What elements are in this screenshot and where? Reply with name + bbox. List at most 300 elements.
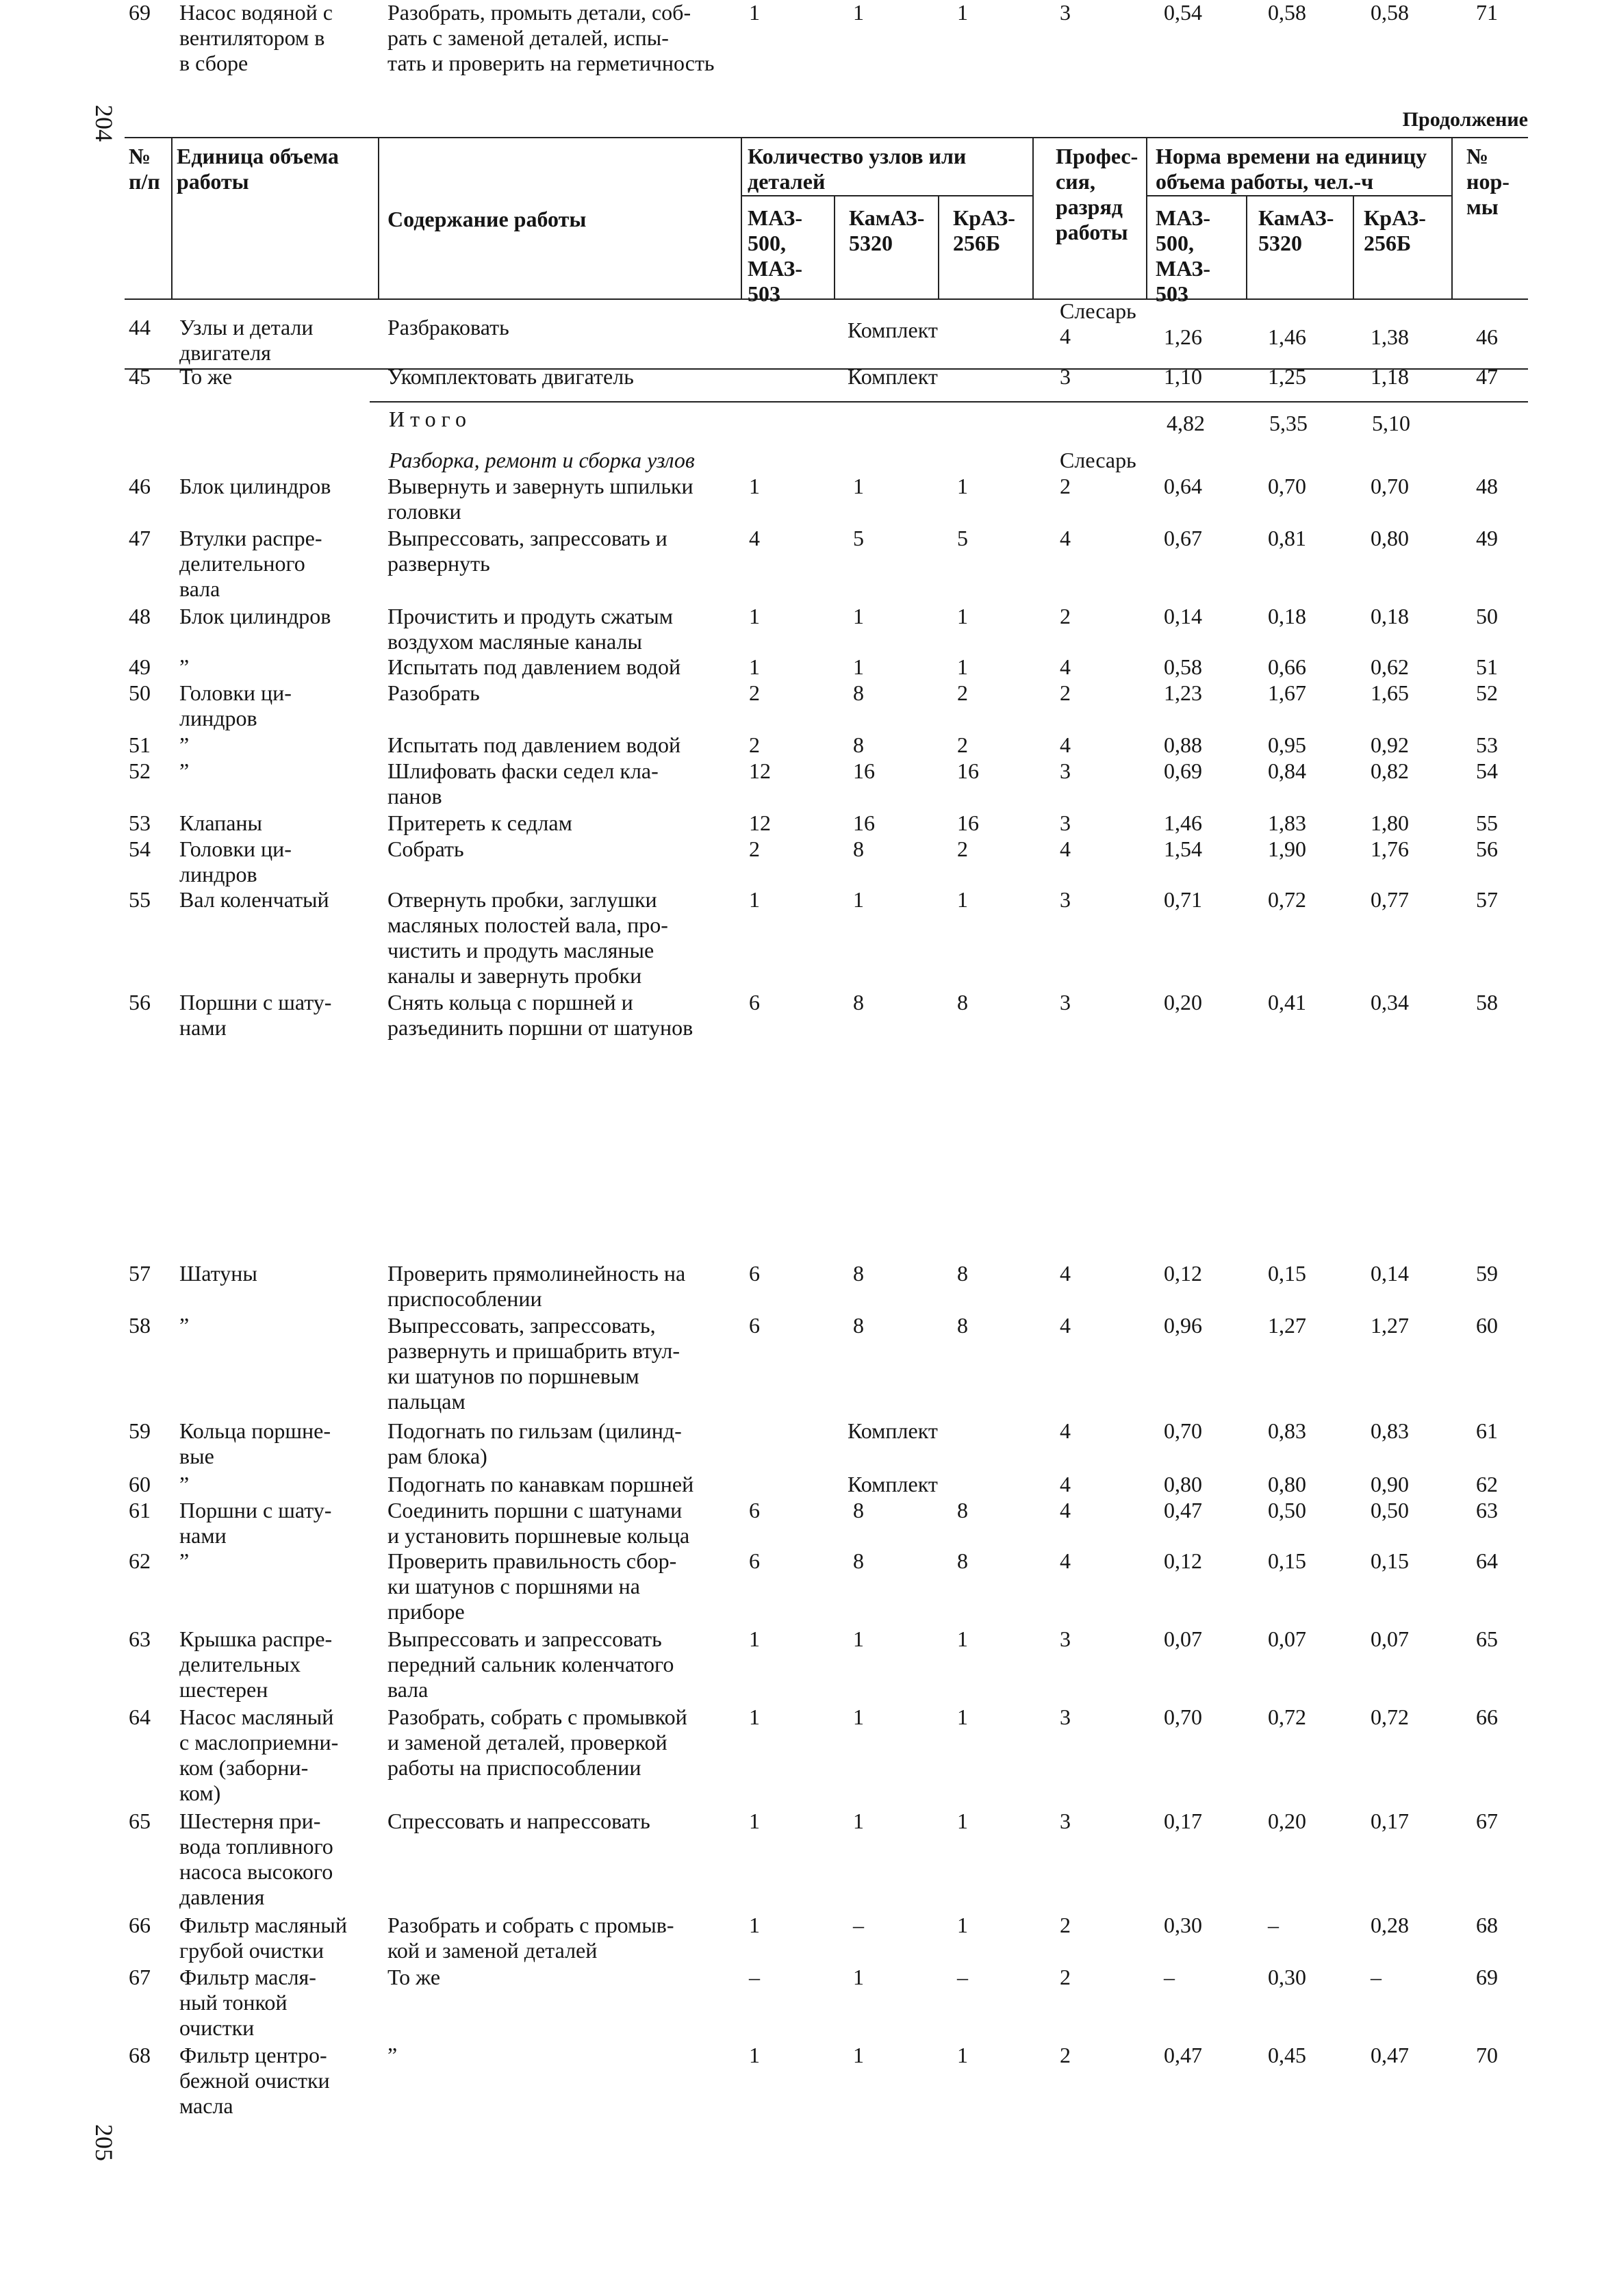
norm-kraz: 1,65 — [1371, 680, 1409, 705]
header-qty-kamaz: КамАЗ- 5320 — [849, 205, 925, 255]
norm-number: 71 — [1476, 0, 1498, 25]
row-work: Соединить поршни с шатунами и установить поршневые кольца — [387, 1498, 690, 1548]
row-number: 48 — [129, 604, 151, 628]
qty-kraz: 16 — [957, 811, 979, 835]
header-norm: Норма времени на единицу объема работы, чел.-ч — [1156, 144, 1427, 194]
norm-kraz: 0,83 — [1371, 1418, 1409, 1443]
qty-kamaz: 1 — [853, 654, 864, 679]
norm-kamaz: 0,70 — [1268, 474, 1306, 498]
norm-kamaz: – — [1268, 1913, 1279, 1937]
norm-kraz: 0,18 — [1371, 604, 1409, 628]
norm-number: 68 — [1476, 1913, 1498, 1937]
row-work: Притереть к седлам — [387, 811, 572, 835]
row-work: Разбраковать — [387, 315, 509, 340]
row-work: Разобрать — [387, 680, 480, 705]
qty-maz: 1 — [749, 2043, 760, 2067]
row-unit: Втулки распре- делительного вала — [179, 526, 322, 601]
norm-kraz: 0,34 — [1371, 990, 1409, 1015]
qty-kraz: 16 — [957, 758, 979, 783]
row-number: 55 — [129, 887, 151, 912]
qty-kamaz: 8 — [853, 1261, 864, 1286]
row-profession: 2 — [1060, 474, 1071, 498]
row-unit: Насос масляный с маслоприемни- ком (заборни- ком) — [179, 1705, 339, 1805]
norm-kamaz: 0,80 — [1268, 1472, 1306, 1496]
norm-kraz: 0,70 — [1371, 474, 1409, 498]
header-content: Содержание работы — [387, 207, 587, 231]
qty-sub-rule — [741, 195, 1032, 196]
norm-kraz: 0,14 — [1371, 1261, 1409, 1286]
qty-kraz: 1 — [957, 654, 968, 679]
row-profession: 3 — [1060, 758, 1071, 783]
qty-kraz: 8 — [957, 1498, 968, 1522]
qty-kamaz: 1 — [853, 887, 864, 912]
qty-maz: 2 — [749, 837, 760, 861]
norm-maz: 0,12 — [1164, 1261, 1202, 1286]
row-work: Собрать — [387, 837, 464, 861]
row-profession: 3 — [1060, 990, 1071, 1015]
row-work: Разобрать, собрать с промывкой и заменой деталей, проверкой работы на приспособлении — [387, 1705, 687, 1780]
norm-number: 66 — [1476, 1705, 1498, 1729]
row-profession: 4 — [1060, 1313, 1071, 1338]
row-unit: Насос водяной с вентилятором в в сборе — [179, 0, 333, 75]
row-work: ” — [387, 2043, 398, 2067]
page-number-top: 204 — [90, 105, 118, 142]
row-unit: Фильтр центро- бежной очистки масла — [179, 2043, 330, 2118]
norm-number: 47 — [1476, 364, 1498, 389]
norm-kraz: 0,50 — [1371, 1498, 1409, 1522]
qty-maz: – — [749, 1965, 760, 1989]
total-label: Итого — [389, 407, 472, 431]
row-number: 53 — [129, 811, 151, 835]
norm-kamaz: 1,25 — [1268, 364, 1306, 389]
norm-number: 63 — [1476, 1498, 1498, 1522]
norm-kamaz: 0,72 — [1268, 1705, 1306, 1729]
norm-number: 57 — [1476, 887, 1498, 912]
row-number: 66 — [129, 1913, 151, 1937]
norm-kraz: 1,76 — [1371, 837, 1409, 861]
hv-5 — [938, 195, 939, 300]
norm-kamaz: 0,30 — [1268, 1965, 1306, 1989]
qty-maz: 1 — [749, 1627, 760, 1651]
hv-2 — [378, 137, 379, 300]
hv-7 — [1146, 137, 1147, 300]
row-profession: 3 — [1060, 1627, 1071, 1651]
row-unit: ” — [179, 1472, 190, 1496]
row-unit: Крышка распре- делительных шестерен — [179, 1627, 333, 1702]
norm-number: 48 — [1476, 474, 1498, 498]
qty-kraz: – — [957, 1965, 968, 1989]
norm-kraz: 0,62 — [1371, 654, 1409, 679]
norm-maz: 0,47 — [1164, 2043, 1202, 2067]
total-kraz: 5,10 — [1372, 411, 1410, 435]
qty-kraz: 1 — [957, 1913, 968, 1937]
norm-number: 55 — [1476, 811, 1498, 835]
norm-maz: 0,12 — [1164, 1548, 1202, 1573]
row-profession: 3 — [1060, 887, 1071, 912]
qty-kamaz: 8 — [853, 837, 864, 861]
row-profession: 4 — [1060, 837, 1071, 861]
row-profession: 4 — [1060, 654, 1071, 679]
hv-10 — [1451, 137, 1453, 300]
qty-kraz: 5 — [957, 526, 968, 550]
row-profession: 3 — [1060, 811, 1071, 835]
row-work: Вывернуть и завернуть шпильки головки — [387, 474, 693, 524]
row-number: 44 — [129, 315, 151, 340]
qty-kamaz: 8 — [853, 732, 864, 757]
qty-kamaz: 16 — [853, 758, 875, 783]
qty-kamaz: 5 — [853, 526, 864, 550]
qty-maz: 1 — [749, 887, 760, 912]
norm-kamaz: 0,72 — [1268, 887, 1306, 912]
norm-kraz: 0,80 — [1371, 526, 1409, 550]
header-profession: Профес- сия, разряд работы — [1056, 144, 1138, 244]
norm-maz: 1,54 — [1164, 837, 1202, 861]
norm-number: 50 — [1476, 604, 1498, 628]
row-work: Выпрессовать, запрессовать и развернуть — [387, 526, 667, 576]
row-profession: 2 — [1060, 2043, 1071, 2067]
norm-kraz: 1,38 — [1371, 324, 1409, 349]
row-work: Отвернуть пробки, заглушки масляных полостей вала, про- чистить и продуть масляные каналы и завернуть пробки — [387, 887, 668, 988]
row-unit: Узлы и детали двигателя — [179, 315, 314, 365]
norm-kamaz: 0,84 — [1268, 758, 1306, 783]
norm-kraz: 1,80 — [1371, 811, 1409, 835]
row-unit: Кольца поршне- вые — [179, 1418, 331, 1468]
norm-kamaz: 0,18 — [1268, 604, 1306, 628]
page-number-bottom: 205 — [90, 2124, 118, 2161]
hv-9 — [1353, 195, 1354, 300]
qty-maz: 6 — [749, 990, 760, 1015]
row-unit: Блок цилиндров — [179, 604, 331, 628]
norm-kraz: 0,58 — [1371, 0, 1409, 25]
norm-maz: 0,96 — [1164, 1313, 1202, 1338]
row-number: 56 — [129, 990, 151, 1015]
row-number: 50 — [129, 680, 151, 705]
norm-number: 69 — [1476, 1965, 1498, 1989]
norm-number: 70 — [1476, 2043, 1498, 2067]
norm-kamaz: 0,20 — [1268, 1809, 1306, 1833]
norm-kamaz: 0,81 — [1268, 526, 1306, 550]
qty-maz: 1 — [749, 604, 760, 628]
qty-maz: 6 — [749, 1548, 760, 1573]
header-norm-kamaz: КамАЗ- 5320 — [1258, 205, 1334, 255]
norm-kamaz: 1,27 — [1268, 1313, 1306, 1338]
norm-number: 60 — [1476, 1313, 1498, 1338]
norm-kraz: 0,17 — [1371, 1809, 1409, 1833]
row-unit: ” — [179, 654, 190, 679]
norm-kraz: 0,72 — [1371, 1705, 1409, 1729]
section-title: Разборка, ремонт и сборка узлов — [389, 448, 695, 472]
row-unit: Фильтр масляный грубой очистки — [179, 1913, 347, 1963]
qty-kamaz: 8 — [853, 1548, 864, 1573]
norm-maz: 0,71 — [1164, 887, 1202, 912]
row-profession: 4 — [1060, 732, 1071, 757]
qty-kraz: 2 — [957, 680, 968, 705]
row-work: Укомплектовать двигатель — [387, 364, 634, 389]
row-number: 49 — [129, 654, 151, 679]
row-work: То же — [387, 1965, 441, 1989]
row-unit: Вал коленчатый — [179, 887, 329, 912]
row-work: Прочистить и продуть сжатым воздухом масляные каналы — [387, 604, 673, 654]
row-unit: Фильтр масля- ный тонкой очистки — [179, 1965, 316, 2040]
divider-total — [370, 401, 1528, 403]
row-profession: 4 — [1060, 1498, 1071, 1522]
qty-kraz: 1 — [957, 1809, 968, 1833]
norm-maz: 0,69 — [1164, 758, 1202, 783]
row-unit: Головки ци- линдров — [179, 680, 292, 730]
qty-kamaz: 1 — [853, 1965, 864, 1989]
qty-maz: 6 — [749, 1313, 760, 1338]
qty-maz: 12 — [749, 758, 771, 783]
norm-kamaz: 0,45 — [1268, 2043, 1306, 2067]
norm-number: 67 — [1476, 1809, 1498, 1833]
qty-maz: 6 — [749, 1261, 760, 1286]
row-number: 57 — [129, 1261, 151, 1286]
norm-maz: 0,70 — [1164, 1705, 1202, 1729]
norm-number: 65 — [1476, 1627, 1498, 1651]
qty-kamaz: 1 — [853, 1809, 864, 1833]
norm-kamaz: 1,90 — [1268, 837, 1306, 861]
norm-number: 54 — [1476, 758, 1498, 783]
row-unit: Блок цилиндров — [179, 474, 331, 498]
hv-4 — [834, 195, 835, 300]
norm-maz: 0,17 — [1164, 1809, 1202, 1833]
qty-kraz: 8 — [957, 1548, 968, 1573]
norm-kamaz: 0,07 — [1268, 1627, 1306, 1651]
row-number: 47 — [129, 526, 151, 550]
qty-maz: 2 — [749, 732, 760, 757]
qty-kamaz: 8 — [853, 1313, 864, 1338]
qty-kamaz: Комплект — [848, 364, 938, 389]
norm-number: 53 — [1476, 732, 1498, 757]
norm-maz: 1,46 — [1164, 811, 1202, 835]
qty-kraz: 8 — [957, 990, 968, 1015]
continuation-label: Продолжение — [1402, 108, 1528, 131]
qty-kraz: 8 — [957, 1261, 968, 1286]
norm-maz: 1,26 — [1164, 324, 1202, 349]
row-number: 61 — [129, 1498, 151, 1522]
row-unit: Шатуны — [179, 1261, 257, 1286]
qty-kraz: 2 — [957, 732, 968, 757]
row-profession: 2 — [1060, 1965, 1071, 1989]
hv-3 — [741, 137, 742, 300]
norm-maz: 0,67 — [1164, 526, 1202, 550]
norm-maz: 1,23 — [1164, 680, 1202, 705]
qty-kamaz: Комплект — [848, 1472, 938, 1496]
qty-kamaz: Комплект — [848, 1418, 938, 1443]
row-work: Проверить прямолинейность на приспособлении — [387, 1261, 686, 1311]
qty-maz: 1 — [749, 1809, 760, 1833]
row-profession: 3 — [1060, 364, 1071, 389]
header-norm-maz: МАЗ- 500, МАЗ- 503 — [1156, 205, 1211, 306]
row-unit: Поршни с шату- нами — [179, 990, 332, 1040]
header-num: № п/п — [129, 144, 160, 194]
norm-maz: 0,54 — [1164, 0, 1202, 25]
hv-1 — [171, 137, 173, 300]
norm-maz: 0,47 — [1164, 1498, 1202, 1522]
norm-kamaz: 0,15 — [1268, 1261, 1306, 1286]
section-profession: Слесарь — [1060, 448, 1136, 472]
norm-kraz: 0,07 — [1371, 1627, 1409, 1651]
header-qty-maz: МАЗ- 500, МАЗ- 503 — [748, 205, 803, 306]
row-work: Испытать под давлением водой — [387, 732, 681, 757]
qty-kraz: 1 — [957, 887, 968, 912]
norm-kamaz: 0,66 — [1268, 654, 1306, 679]
row-unit: ” — [179, 758, 190, 783]
norm-kamaz: 0,41 — [1268, 990, 1306, 1015]
row-profession: 4 — [1060, 1472, 1071, 1496]
qty-maz: 1 — [749, 1705, 760, 1729]
row-work: Разобрать и собрать с промыв- кой и заменой деталей — [387, 1913, 674, 1963]
norm-number: 51 — [1476, 654, 1498, 679]
row-unit: ” — [179, 732, 190, 757]
norm-kamaz: 0,50 — [1268, 1498, 1306, 1522]
header-norm-number: № нор- мы — [1466, 144, 1510, 219]
row-number: 59 — [129, 1418, 151, 1443]
norm-kamaz: 1,67 — [1268, 680, 1306, 705]
qty-kraz: 1 — [957, 2043, 968, 2067]
row-number: 54 — [129, 837, 151, 861]
total-maz: 4,82 — [1167, 411, 1205, 435]
row-number: 63 — [129, 1627, 151, 1651]
norm-maz: – — [1164, 1965, 1175, 1989]
hv-8 — [1246, 195, 1247, 300]
qty-kamaz: 1 — [853, 1705, 864, 1729]
row-work: Снять кольца с поршней и разъединить поршни от шатунов — [387, 990, 693, 1040]
norm-maz: 0,58 — [1164, 654, 1202, 679]
row-work: Проверить правильность сбор- ки шатунов с поршнями на приборе — [387, 1548, 677, 1624]
row-number: 69 — [129, 0, 151, 25]
norm-kraz: 1,18 — [1371, 364, 1409, 389]
norm-kamaz: 1,83 — [1268, 811, 1306, 835]
row-profession: 2 — [1060, 1913, 1071, 1937]
row-work: Выпрессовать и запрессовать передний сальник коленчатого вала — [387, 1627, 674, 1702]
qty-maz: 6 — [749, 1498, 760, 1522]
row-profession: Слесарь 4 — [1060, 298, 1136, 348]
qty-kamaz: 8 — [853, 680, 864, 705]
hv-6 — [1032, 137, 1034, 300]
row-number: 58 — [129, 1313, 151, 1338]
row-unit: Поршни с шату- нами — [179, 1498, 332, 1548]
row-profession: 2 — [1060, 604, 1071, 628]
norm-kraz: 0,90 — [1371, 1472, 1409, 1496]
qty-kamaz: 16 — [853, 811, 875, 835]
norm-number: 64 — [1476, 1548, 1498, 1573]
norm-kamaz: 0,15 — [1268, 1548, 1306, 1573]
row-unit: Клапаны — [179, 811, 263, 835]
qty-kraz: 2 — [957, 837, 968, 861]
row-profession: 3 — [1060, 1809, 1071, 1833]
norm-number: 59 — [1476, 1261, 1498, 1286]
qty-kamaz: 1 — [853, 474, 864, 498]
row-work: Выпрессовать, запрессовать, развернуть и пришабрить втул- ки шатунов по поршневым пальцам — [387, 1313, 680, 1414]
row-work: Разобрать, промыть детали, соб- рать с заменой деталей, испы- тать и проверить на герметичность — [387, 0, 715, 75]
qty-kamaz: 1 — [853, 2043, 864, 2067]
norm-kraz: 0,15 — [1371, 1548, 1409, 1573]
qty-kamaz: 1 — [853, 1627, 864, 1651]
norm-number: 46 — [1476, 324, 1498, 349]
qty-kamaz: 1 — [853, 0, 864, 25]
row-work: Подогнать по гильзам (цилинд- рам блока) — [387, 1418, 682, 1468]
row-profession: 4 — [1060, 1261, 1071, 1286]
qty-kraz: 1 — [957, 1705, 968, 1729]
norm-kraz: 0,77 — [1371, 887, 1409, 912]
qty-maz: 1 — [749, 654, 760, 679]
row-number: 52 — [129, 758, 151, 783]
row-number: 64 — [129, 1705, 151, 1729]
row-work: Испытать под давлением водой — [387, 654, 681, 679]
norm-kraz: 0,82 — [1371, 758, 1409, 783]
row-profession: 3 — [1060, 1705, 1071, 1729]
norm-number: 56 — [1476, 837, 1498, 861]
norm-maz: 0,30 — [1164, 1913, 1202, 1937]
row-profession: 4 — [1060, 1548, 1071, 1573]
row-unit: То же — [179, 364, 233, 389]
row-number: 60 — [129, 1472, 151, 1496]
norm-maz: 0,64 — [1164, 474, 1202, 498]
norm-kamaz: 0,58 — [1268, 0, 1306, 25]
norm-maz: 1,10 — [1164, 364, 1202, 389]
row-number: 45 — [129, 364, 151, 389]
norm-kraz: 0,92 — [1371, 732, 1409, 757]
qty-maz: 1 — [749, 1913, 760, 1937]
row-number: 65 — [129, 1809, 151, 1833]
row-unit: Головки ци- линдров — [179, 837, 292, 886]
qty-kraz: 1 — [957, 1627, 968, 1651]
qty-kamaz: Комплект — [848, 318, 938, 342]
norm-number: 61 — [1476, 1418, 1498, 1443]
header-unit: Единица объема работы — [177, 144, 339, 194]
header-qty-kraz: КрАЗ- 256Б — [953, 205, 1015, 255]
norm-maz: 0,07 — [1164, 1627, 1202, 1651]
row-unit: ” — [179, 1313, 190, 1338]
row-number: 51 — [129, 732, 151, 757]
row-unit: Шестерня при- вода топливного насоса высокого давления — [179, 1809, 333, 1909]
qty-kamaz: 8 — [853, 990, 864, 1015]
qty-kraz: 1 — [957, 604, 968, 628]
norm-maz: 0,70 — [1164, 1418, 1202, 1443]
qty-maz: 2 — [749, 680, 760, 705]
row-work: Подогнать по канавкам поршней — [387, 1472, 694, 1496]
qty-maz: 1 — [749, 474, 760, 498]
row-work: Шлифовать фаски седел кла- панов — [387, 758, 659, 808]
norm-number: 52 — [1476, 680, 1498, 705]
norm-maz: 0,88 — [1164, 732, 1202, 757]
row-work: Спрессовать и напрессовать — [387, 1809, 650, 1833]
qty-kraz: 1 — [957, 0, 968, 25]
qty-kraz: 8 — [957, 1313, 968, 1338]
header-bottom-rule — [125, 298, 1528, 300]
norm-maz: 0,80 — [1164, 1472, 1202, 1496]
qty-kraz: 1 — [957, 474, 968, 498]
norm-number: 58 — [1476, 990, 1498, 1015]
norm-kamaz: 1,46 — [1268, 324, 1306, 349]
norm-kraz: 0,47 — [1371, 2043, 1409, 2067]
norm-sub-rule — [1146, 195, 1451, 196]
norm-number: 49 — [1476, 526, 1498, 550]
qty-maz: 1 — [749, 0, 760, 25]
qty-kamaz: 8 — [853, 1498, 864, 1522]
qty-maz: 12 — [749, 811, 771, 835]
header-top-rule — [125, 137, 1528, 138]
norm-kraz: – — [1371, 1965, 1382, 1989]
total-kamaz: 5,35 — [1269, 411, 1308, 435]
norm-maz: 0,14 — [1164, 604, 1202, 628]
row-number: 46 — [129, 474, 151, 498]
norm-kraz: 1,27 — [1371, 1313, 1409, 1338]
norm-kraz: 0,28 — [1371, 1913, 1409, 1937]
norm-number: 62 — [1476, 1472, 1498, 1496]
norm-maz: 0,20 — [1164, 990, 1202, 1015]
